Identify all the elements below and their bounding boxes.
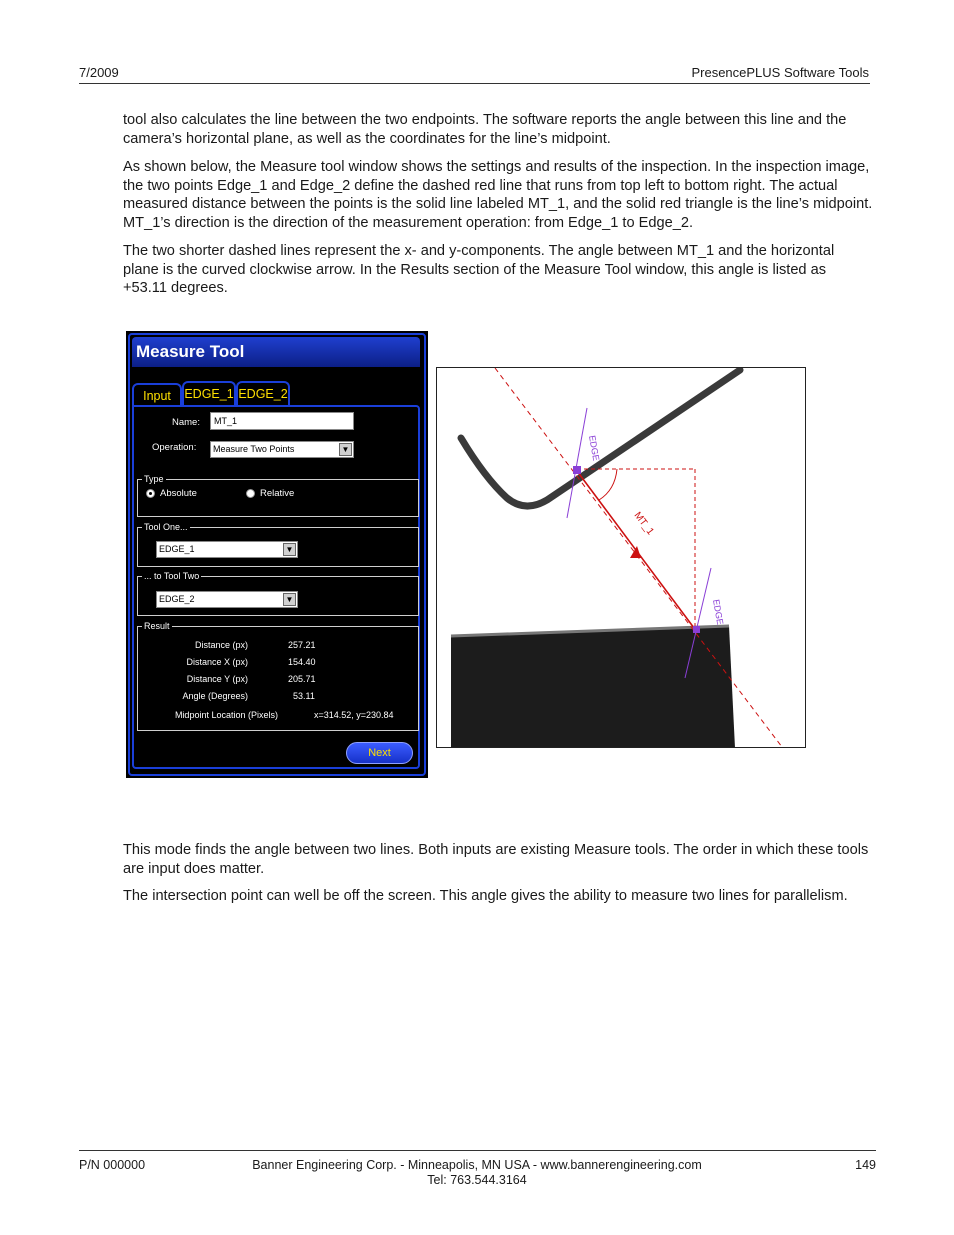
- edge1-label: EDGE: [587, 434, 602, 462]
- result-label: Distance Y (px): [186, 674, 248, 684]
- operation-label: Operation:: [152, 442, 197, 453]
- result-value: x=314.52, y=230.84: [314, 710, 394, 720]
- absolute-label: Absolute: [160, 488, 197, 499]
- dark-block: [451, 626, 735, 747]
- chevron-down-icon[interactable]: ▼: [283, 543, 296, 556]
- edge2-label: EDGE: [711, 598, 726, 626]
- paragraph-3: The two shorter dashed lines represent the x- and y-components. The angle between MT_1 and the horizontal plane is the curved clockwise arrow. In the Results section of the Measure Tool window, this angle is listed as +53.11 degrees.: [123, 243, 835, 296]
- chevron-down-icon[interactable]: ▼: [283, 593, 296, 606]
- name-input[interactable]: MT_1: [210, 412, 354, 430]
- angle-arc: [599, 469, 617, 500]
- result-value: 257.21: [288, 640, 316, 650]
- relative-label: Relative: [260, 488, 295, 499]
- edge2-point: [693, 626, 700, 633]
- tool-one-group: [137, 522, 419, 567]
- footer-rule: [79, 1150, 876, 1151]
- operation-select[interactable]: [210, 441, 354, 458]
- result-value: 154.40: [288, 657, 316, 667]
- footer-tel: Tel: 763.544.3164: [427, 1173, 527, 1187]
- paragraph-5: The intersection point can well be off the screen. This angle gives the ability to measure two lines for parallelism.: [123, 888, 848, 904]
- tool-two-group-title: ... to Tool Two: [144, 571, 200, 581]
- paragraph-1: tool also calculates the line between the two endpoints. The software reports the angle between this line and the camera’s horizontal plane, as well as the coordinates for the line’s midpoint.: [123, 112, 847, 147]
- tool-one-group-title: Tool One...: [144, 522, 188, 532]
- tab-edge-2[interactable]: EDGE_2: [236, 381, 290, 405]
- measure-tool-window: [126, 331, 428, 778]
- mt1-label: MT_1: [631, 510, 656, 538]
- result-label: Midpoint Location (Pixels): [174, 710, 278, 720]
- result-group: [137, 621, 419, 731]
- header-title: PresencePLUS Software Tools: [691, 65, 869, 80]
- tool-one-select[interactable]: [156, 541, 298, 558]
- header-date: 7/2009: [79, 65, 119, 80]
- window-title: Measure Tool: [132, 337, 420, 367]
- footer-company-line: Banner Engineering Corp. - Minneapolis, MN USA - www.bannerengineering.com: [252, 1158, 702, 1172]
- type-group: [137, 474, 419, 517]
- footer-company: [200, 1158, 754, 1188]
- operation-value: Measure Two Points: [213, 444, 295, 454]
- tool-one-value: EDGE_1: [159, 544, 195, 554]
- tool-two-select[interactable]: [156, 591, 298, 608]
- paragraph-4: This mode finds the angle between two lines. Both inputs are existing Measure tools. The order in which these tools are input does matter.: [123, 842, 869, 877]
- tab-edge-1[interactable]: EDGE_1: [182, 381, 236, 405]
- relative-radio[interactable]: [246, 489, 255, 498]
- hex-key: [461, 370, 740, 506]
- edge1-marker: [567, 408, 587, 518]
- result-label: Angle (Degrees): [182, 691, 248, 701]
- tool-two-group: [137, 571, 419, 616]
- name-label: Name:: [172, 417, 200, 428]
- type-group-title: Type: [144, 474, 164, 484]
- result-value: 205.71: [288, 674, 316, 684]
- tab-input[interactable]: Input: [132, 383, 182, 407]
- input-panel: [132, 405, 420, 769]
- tool-two-value: EDGE_2: [159, 594, 195, 604]
- result-label: Distance (px): [194, 640, 248, 650]
- paragraph-2: As shown below, the Measure tool window shows the settings and results of the inspection. In the inspection image, the two points Edge_1 and Edge_2 define the dashed red line that runs from top left to bottom right. The actual measured distance between the points is the solid line labeled MT_1, and the solid red triangle is the line’s midpoint. MT_1’s direction is the direction of the measurement operation: from Edge_1 to Edge_2.: [123, 159, 873, 231]
- footer-part-number: P/N 000000: [79, 1158, 146, 1172]
- next-button[interactable]: Next: [346, 742, 413, 764]
- absolute-radio[interactable]: [146, 489, 155, 498]
- result-value: 53.11: [293, 691, 315, 701]
- edge1-point: [573, 466, 581, 474]
- result-label: Distance X (px): [186, 657, 248, 667]
- header-rule: [79, 83, 870, 84]
- inspection-image: [436, 367, 806, 748]
- chevron-down-icon[interactable]: ▼: [339, 443, 352, 456]
- inspection-drawing: [437, 368, 805, 747]
- page-number: 149: [855, 1158, 876, 1172]
- result-group-title: Result: [144, 621, 170, 631]
